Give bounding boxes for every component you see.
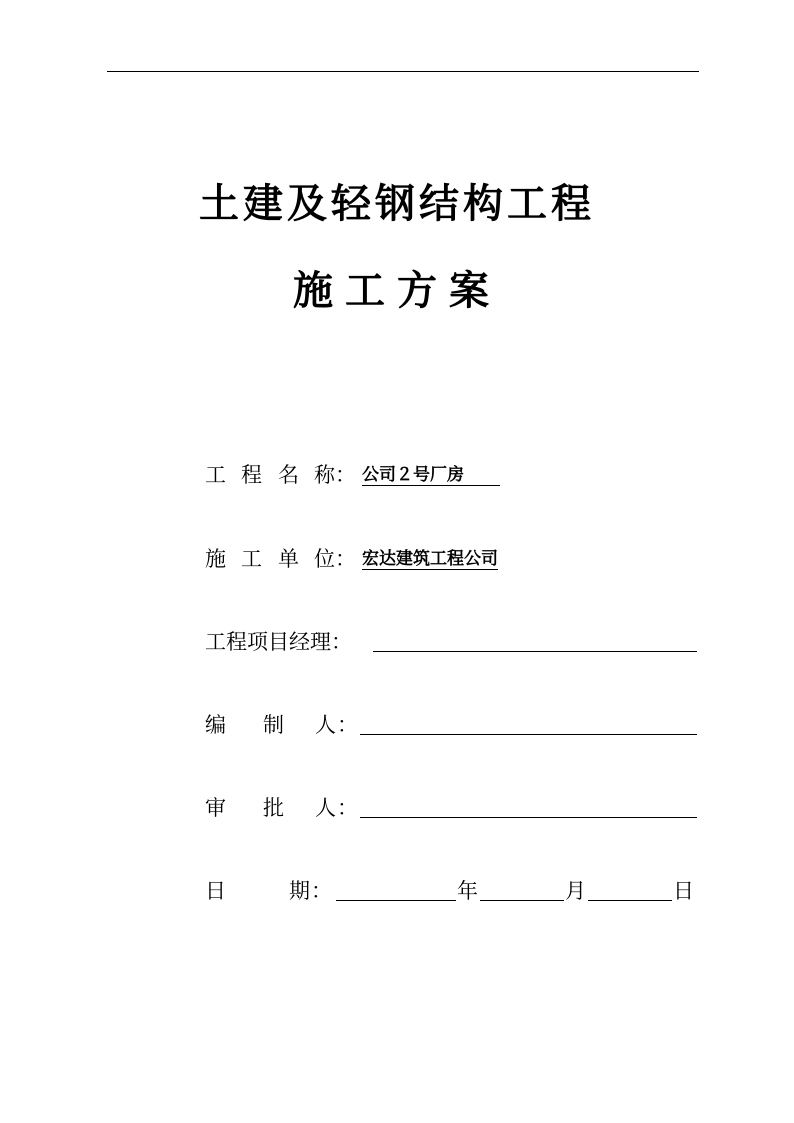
date-day-unit: 日 [673,879,694,903]
document-title: 土建及轻钢结构工程 [199,180,595,227]
date-month-blank[interactable] [480,900,564,901]
label-char: 批 [263,796,284,820]
label-char: 施 [205,547,226,571]
label-char: 工 [205,463,226,487]
label-colon: ： [311,879,332,903]
label-char: 制 [263,713,284,737]
project-manager-row [205,627,700,657]
project-name-row [205,460,535,490]
contractor-value [362,544,498,574]
date-row [205,876,700,906]
label-char: 审 [205,796,226,820]
project-manager-blank[interactable] [373,651,697,652]
date-year-blank[interactable] [336,900,456,901]
label-colon: ： [337,713,358,737]
label-char: 编 [205,713,226,737]
label-char: 人 [315,713,336,737]
date-month-unit: 月 [565,879,586,903]
label-char: 程 [241,463,262,487]
label-char: 称 [314,463,335,487]
prepared-by-row [205,710,700,740]
label-char: 工 [241,547,262,571]
approved-by-blank[interactable] [360,817,697,818]
prepared-by-blank[interactable] [360,734,697,735]
label-char: 单 [278,547,299,571]
document-subtitle: 施工方案 [293,267,501,314]
date-year-unit: 年 [457,879,478,903]
contractor-row [205,544,535,574]
label-char: 人 [315,796,336,820]
label-colon: ： [335,463,356,487]
project-name-value [362,460,500,490]
label-char: 日 [205,879,226,903]
label-colon: ： [335,547,356,571]
project-name-text: 公司２号厂房 [362,465,500,486]
header-rule [107,71,699,72]
label-char: 期 [289,879,310,903]
label-char: 名 [278,463,299,487]
approved-by-row [205,793,700,823]
date-day-blank[interactable] [588,900,672,901]
contractor-text: 宏达建筑工程公司 [362,549,498,569]
label-char: 位 [314,547,335,571]
label-colon: ： [337,796,358,820]
project-manager-label: 工程项目经理： [205,630,352,654]
